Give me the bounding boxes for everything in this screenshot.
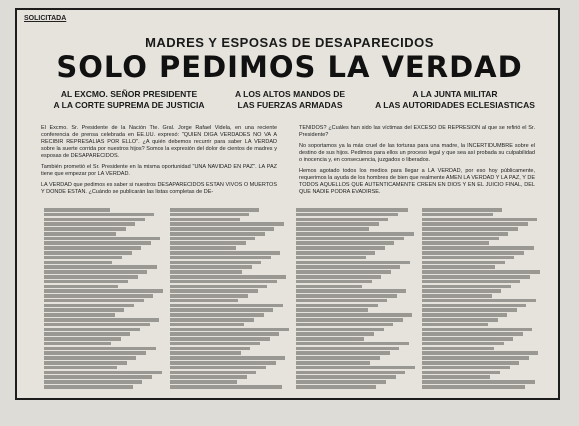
signatures-column-3	[296, 208, 416, 390]
signature-line	[170, 351, 241, 355]
headline: SOLO PEDIMOS LA VERDAD	[56, 50, 523, 84]
signature-line	[422, 261, 505, 265]
signature-line	[422, 375, 490, 379]
paragraph: Hemos agotado todos los medios para llegar a LA VERDAD, por eso hoy públicamente, requerimos la ayuda de los hombres de bien que realmente AMEN LA VERDAD Y LA PAZ, Y DE TODOS AQUELLOS QUE AUTENTICAMENTE CREEN EN DIOS Y EN EL JUICIO FINAL, DEL QUE NADIE PODRA EVADIRSE.	[299, 168, 535, 195]
signature-line	[422, 328, 532, 332]
addressee-line: AL EXCMO. SEÑOR PRESIDENTE	[60, 89, 198, 99]
addressee-line: A LA CORTE SUPREMA DE JUSTICIA	[53, 100, 205, 110]
signature-line	[170, 347, 250, 351]
signature-line	[44, 275, 138, 279]
signature-line	[296, 232, 414, 236]
addressee-line: A LA JUNTA MILITAR	[412, 89, 498, 99]
signature-line	[296, 213, 398, 217]
signature-line	[170, 208, 259, 212]
signature-line	[44, 285, 118, 289]
signature-line	[422, 227, 518, 231]
signature-line	[422, 285, 511, 289]
signature-line	[422, 289, 501, 293]
signature-line	[170, 246, 236, 250]
signature-line	[170, 380, 237, 384]
signature-line	[44, 328, 140, 332]
signature-line	[296, 265, 400, 269]
signature-line	[422, 218, 537, 222]
signature-line	[296, 246, 385, 250]
signature-line	[296, 323, 393, 327]
signature-line	[296, 304, 378, 308]
signature-line	[422, 299, 536, 303]
signature-line	[296, 256, 366, 260]
signature-line	[170, 294, 248, 298]
signature-line	[170, 366, 266, 370]
signature-line	[44, 323, 150, 327]
signature-line	[422, 265, 495, 269]
signature-line	[422, 304, 526, 308]
signature-line	[44, 299, 144, 303]
signature-line	[296, 356, 380, 360]
signature-line	[422, 323, 488, 327]
signature-line	[44, 332, 130, 336]
signature-line	[422, 241, 489, 245]
signature-line	[422, 313, 507, 317]
signature-line	[170, 232, 265, 236]
signature-line	[170, 218, 240, 222]
signature-line	[170, 299, 238, 303]
signature-line	[296, 218, 388, 222]
addressee-line: A LAS AUTORIDADES ECLESIASTICAS	[375, 100, 535, 110]
signatures-column-2	[170, 208, 290, 390]
signature-line	[422, 380, 535, 384]
body-text-right	[299, 125, 535, 200]
signature-line	[170, 256, 271, 260]
signature-line	[44, 218, 145, 222]
signature-line	[170, 227, 274, 231]
signature-line	[44, 318, 159, 322]
signature-line	[44, 361, 127, 365]
signature-line	[422, 208, 502, 212]
signature-line	[44, 342, 111, 346]
signature-line	[170, 237, 255, 241]
signature-line	[44, 241, 151, 245]
signature-line	[296, 270, 391, 274]
signature-line	[296, 385, 376, 389]
signature-line	[296, 222, 379, 226]
signature-line	[170, 332, 279, 336]
signature-line	[44, 289, 163, 293]
signature-line	[296, 261, 410, 265]
signature-line	[296, 375, 396, 379]
signature-line	[296, 380, 386, 384]
paragraph: También prometió el Sr. Presidente en la misma oportunidad "UNA NAVIDAD EN PAZ". LA PAZ tiene que empezar por LA VERDAD.	[41, 164, 277, 177]
signature-line	[170, 213, 249, 217]
signature-line	[296, 237, 404, 241]
signature-line	[44, 208, 110, 212]
body-text-left	[41, 125, 277, 200]
signature-line	[296, 318, 403, 322]
signature-line	[422, 342, 504, 346]
signature-line	[44, 375, 152, 379]
addressee-line: LAS FUERZAS ARMADAS	[237, 100, 343, 110]
signature-line	[296, 347, 399, 351]
signature-line	[44, 351, 146, 355]
signature-line	[170, 222, 284, 226]
signature-line	[170, 270, 242, 274]
signature-line	[422, 270, 540, 274]
signature-line	[296, 308, 368, 312]
signature-line	[296, 332, 374, 336]
signature-line	[422, 371, 500, 375]
signature-line	[44, 371, 162, 375]
addressee-line: A LOS ALTOS MANDOS DE	[234, 89, 346, 99]
signature-line	[296, 227, 369, 231]
signature-line	[296, 351, 390, 355]
signature-line	[44, 347, 156, 351]
signature-line	[422, 251, 524, 255]
signature-line	[44, 308, 124, 312]
signature-line	[170, 285, 267, 289]
signature-line	[170, 308, 273, 312]
signature-line	[170, 371, 256, 375]
signature-line	[296, 337, 364, 341]
signature-line	[422, 256, 514, 260]
signature-line	[44, 270, 147, 274]
signature-line	[44, 366, 117, 370]
addressee-president	[44, 89, 214, 111]
signature-line	[296, 366, 415, 370]
signature-line	[422, 232, 508, 236]
signature-line	[422, 237, 499, 241]
signature-line	[170, 356, 285, 360]
addressee-armed-forces	[225, 89, 355, 111]
signature-line	[44, 251, 132, 255]
signature-line	[422, 337, 513, 341]
signature-line	[170, 342, 260, 346]
signature-line	[296, 251, 375, 255]
signature-line	[422, 294, 492, 298]
signature-line	[296, 342, 409, 346]
paragraph: No soportamos ya la más cruel de las torturas para una madre, la INCERTIDUMBRE sobre el destino de sus hijos. Pedimos para ellos un proceso legal y que sea así probada su culpabilidad o inocencia y, en consecuencia, juzgados o liberados.	[299, 143, 535, 163]
signature-line	[422, 356, 529, 360]
signature-line	[296, 299, 387, 303]
signature-line	[44, 380, 142, 384]
signature-line	[170, 304, 283, 308]
signature-line	[44, 304, 134, 308]
signature-line	[44, 227, 126, 231]
signature-line	[170, 318, 254, 322]
signature-line	[44, 385, 133, 389]
signature-line	[44, 256, 122, 260]
kicker: MADRES Y ESPOSAS DE DESAPARECIDOS	[145, 35, 434, 50]
signature-line	[44, 337, 121, 341]
signature-line	[170, 280, 277, 284]
signature-line	[170, 361, 276, 365]
signature-line	[422, 385, 525, 389]
signature-line	[170, 313, 264, 317]
paragraph: LA VERDAD que pedimos es saber si nuestros DESAPARECIDOS ESTAN VIVOS O MUERTOS Y DONDE ESTAN. ¿Cuándo se publicarán las listas completas de DE-	[41, 182, 277, 195]
signature-line	[296, 208, 408, 212]
section-tag: SOLICITADA	[24, 15, 67, 22]
signature-line	[296, 280, 372, 284]
signature-line	[170, 251, 280, 255]
signature-line	[44, 232, 116, 236]
signature-line	[44, 313, 115, 317]
signature-line	[296, 361, 370, 365]
signature-line	[422, 361, 519, 365]
signature-line	[422, 308, 517, 312]
signature-line	[296, 313, 412, 317]
signatures-column-1	[44, 208, 164, 390]
addressee-junta	[370, 89, 540, 111]
signature-line	[422, 347, 494, 351]
signature-line	[44, 213, 154, 217]
signature-line	[422, 246, 534, 250]
signatures-column-4	[422, 208, 542, 390]
signature-line	[44, 261, 112, 265]
signature-line	[170, 289, 258, 293]
signature-line	[44, 246, 141, 250]
signature-line	[296, 289, 406, 293]
signature-line	[44, 294, 153, 298]
paragraph: TENIDOS? ¿Cuáles han sido las víctimas del EXCESO DE REPRESION al que se refirió el Sr. Presidente?	[299, 125, 535, 138]
signature-line	[296, 241, 394, 245]
signature-line	[422, 280, 520, 284]
signature-line	[422, 351, 538, 355]
signature-line	[296, 285, 362, 289]
signature-line	[170, 375, 247, 379]
signature-line	[44, 237, 160, 241]
signature-line	[422, 318, 498, 322]
signature-line	[422, 222, 528, 226]
signature-line	[422, 213, 493, 217]
signature-line	[170, 265, 252, 269]
signature-line	[296, 371, 405, 375]
signature-line	[44, 222, 135, 226]
signature-line	[44, 280, 128, 284]
signature-line	[170, 275, 286, 279]
paragraph: El Excmo. Sr. Presidente de la Nación Tte. Gral. Jorge Rafael Videla, en una reciente conferencia de prensa celebrada en EE.UU. expresó: "QUIEN DIGA VERDADES NO VA A RECIBIR REPRESALIAS POR ELLO". ¿A quién debemos recurrir para saber LA VERDAD sobre la suerte corrida por nuestros hijos? Somos la expresión del dolor de cientos de madres y esposas de DESAPARECIDOS.	[41, 125, 277, 159]
signature-line	[296, 294, 397, 298]
signature-line	[170, 337, 270, 341]
signature-line	[296, 328, 384, 332]
signature-line	[170, 328, 289, 332]
signature-line	[170, 323, 244, 327]
signature-line	[422, 332, 523, 336]
signature-line	[170, 241, 246, 245]
signature-line	[422, 366, 510, 370]
signature-line	[296, 275, 381, 279]
signature-line	[44, 265, 157, 269]
signature-line	[44, 356, 136, 360]
signature-line	[170, 261, 261, 265]
signature-line	[422, 275, 530, 279]
signature-line	[170, 385, 282, 389]
